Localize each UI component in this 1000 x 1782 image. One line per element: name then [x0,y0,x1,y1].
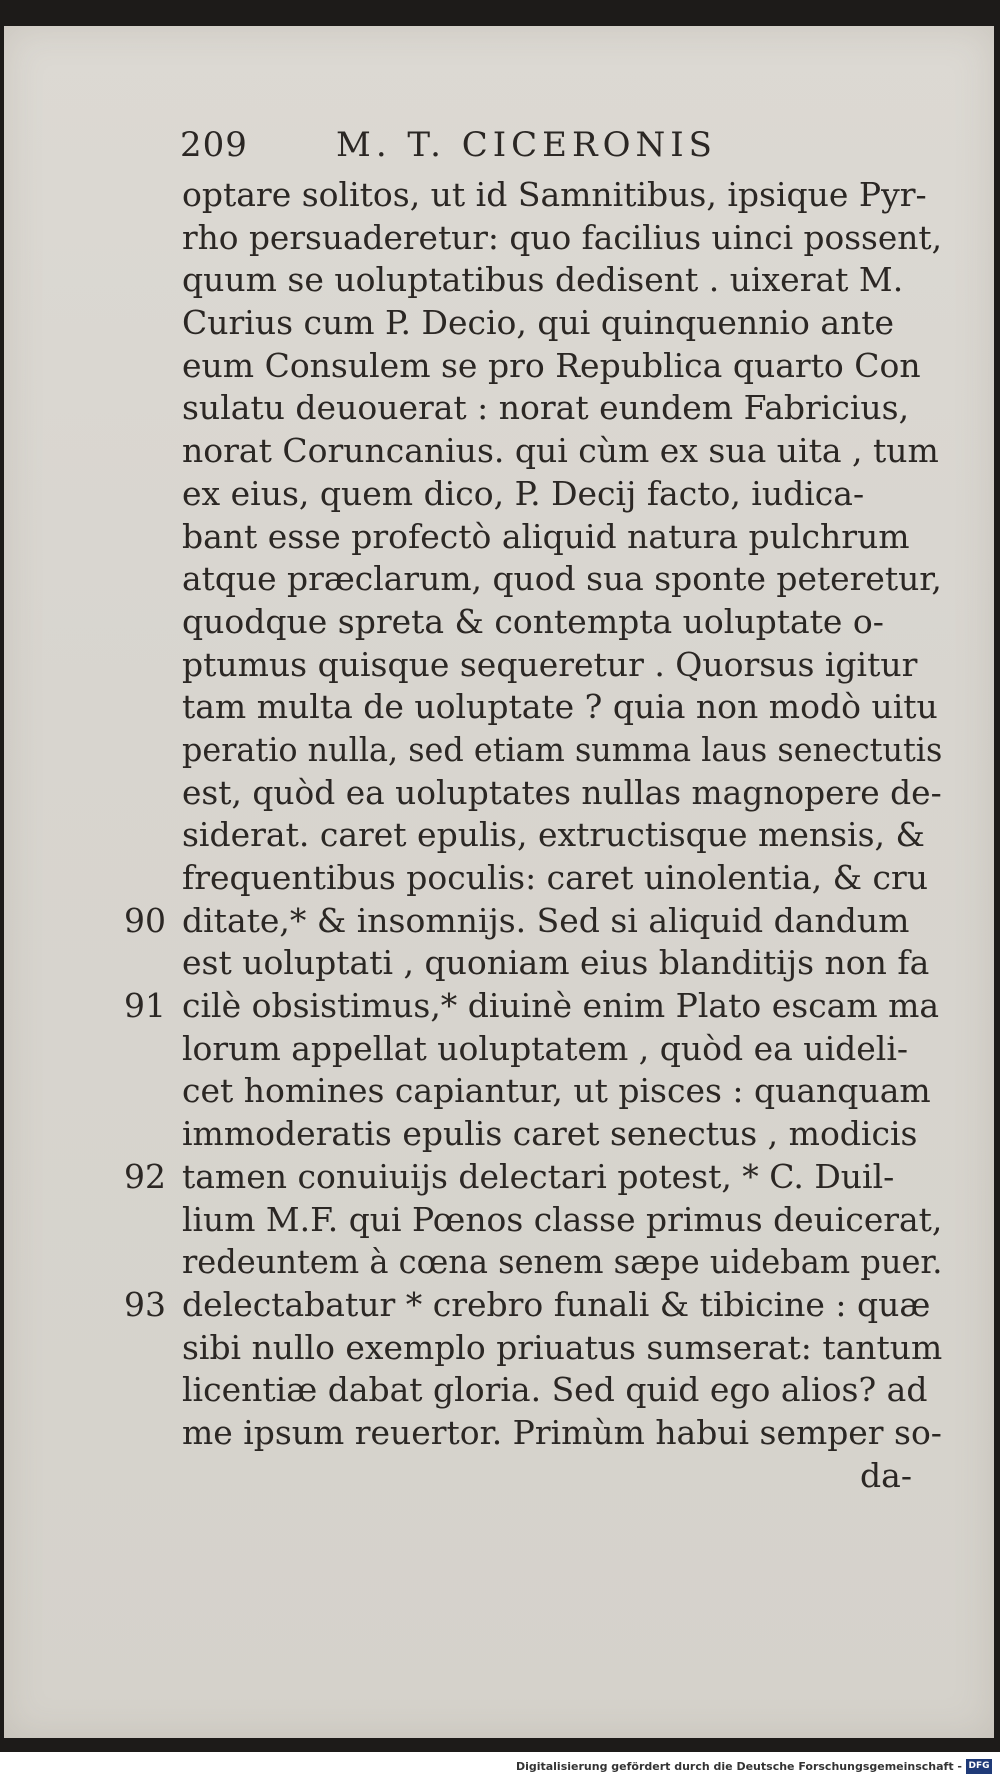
text-line [182,1412,942,1455]
text-line [182,814,942,857]
line-text: immoderatis epulis caret senectus , modicis [182,1114,918,1154]
text-line [182,387,942,430]
text-line [182,302,942,345]
line-text: licentiæ dabat gloria. Sed quid ego alios? ad [182,1370,928,1410]
line-text: me ipsum reuertor. Primùm habui semper so- [182,1412,942,1452]
margin-number: 92 [124,1156,166,1196]
line-text: ptumus quisque sequeretur . Quorsus igitur [182,644,918,684]
line-text: optare solitos, ut id Samnitibus, ipsique Pyr- [182,175,927,214]
text-line [182,217,942,260]
footer-credit: Digitalisierung gefördert durch die Deutsche Forschungsgemeinschaft - [515,1760,962,1773]
line-text: quodque spreta & contempta uoluptate o- [182,601,884,641]
line-text: est, quòd ea uoluptates nullas magnopere de- [182,772,942,812]
text-line [182,1199,942,1242]
line-text: ex eius, quem dico, P. Decij facto, iudica- [182,473,865,513]
line-text: norat Coruncanius. qui cùm ex sua uita , tum [182,431,939,471]
text-line [182,174,942,217]
line-text: sulatu deuouerat : norat eundem Fabricius, [182,388,910,428]
text-line [182,942,942,985]
line-text: tam multa de uoluptate ? quia non modò uitu [182,687,938,727]
text-line [124,900,942,943]
text-line [182,1070,942,1113]
text-line [182,1113,942,1156]
text-line [182,558,942,601]
line-text: bant esse profectò aliquid natura pulchrum [182,516,910,556]
text-line [182,686,942,729]
line-text: delectabatur * crebro funali & tibicine : quæ [182,1284,931,1324]
dfg-logo: DFG [966,1759,992,1774]
text-line [182,259,942,302]
line-text: atque præclarum, quod sua sponte peteretur, [182,559,942,599]
text-line [182,857,942,900]
margin-number: 93 [124,1284,166,1324]
running-head: M. T. CICERONIS [336,125,717,165]
line-text: lorum appellat uoluptatem , quòd ea uideli- [182,1028,909,1068]
text-line [182,516,942,559]
line-text: redeuntem à cœna senem sæpe uidebam puer. [182,1242,943,1282]
page-text-block [4,26,994,1738]
text-line [182,601,942,644]
body-text [124,174,943,1497]
text-line [182,345,942,388]
margin-number: 91 [124,986,166,1026]
line-text: frequentibus poculis: caret uinolentia, & cru [182,858,928,897]
line-text: siderat. caret epulis, extructisque mensis, & [182,815,925,855]
line-text: cet homines capiantur, ut pisces : quanquam [182,1071,931,1111]
line-text: cilè obsistimus,* diuinè enim Plato escam ma [182,986,940,1026]
line-text: lium M.F. qui Pœnos classe primus deuicerat, [182,1199,943,1239]
text-line [182,772,942,815]
text-line [182,1327,942,1370]
book-page [4,26,994,1738]
line-text: est uoluptati , quoniam eius blanditijs non fa [182,943,930,983]
text-line [124,985,942,1028]
text-line [182,1028,942,1071]
line-text: peratio nulla, sed etiam summa laus senectutis [182,729,943,769]
line-text: sibi nullo exemplo priuatus sumserat: tantum [182,1327,943,1367]
line-text: Curius cum P. Decio, qui quinquennio ante [182,303,895,343]
text-line [182,644,942,687]
text-line [182,729,942,772]
line-text: ditate,* & insomnijs. Sed si aliquid dandum [182,900,910,940]
text-line [182,430,942,473]
line-text: rho persuaderetur: quo facilius uinci possent, [182,217,942,257]
text-line [182,1241,942,1284]
page-header [180,122,780,168]
catchword: da- [860,1455,912,1495]
line-text: eum Consulem se pro Republica quarto Con [182,345,921,385]
text-line [182,473,942,516]
catchword-line [182,1455,942,1498]
page-number: 209 [180,125,248,165]
line-text: quum se uoluptatibus dedisent . uixerat M. [182,260,904,300]
text-line [182,1369,942,1412]
margin-number: 90 [124,900,166,940]
digitization-footer [0,1752,1000,1782]
line-text: tamen conuiuijs delectari potest, * C. Duil- [182,1156,895,1196]
text-line [124,1156,942,1199]
text-line [124,1284,942,1327]
